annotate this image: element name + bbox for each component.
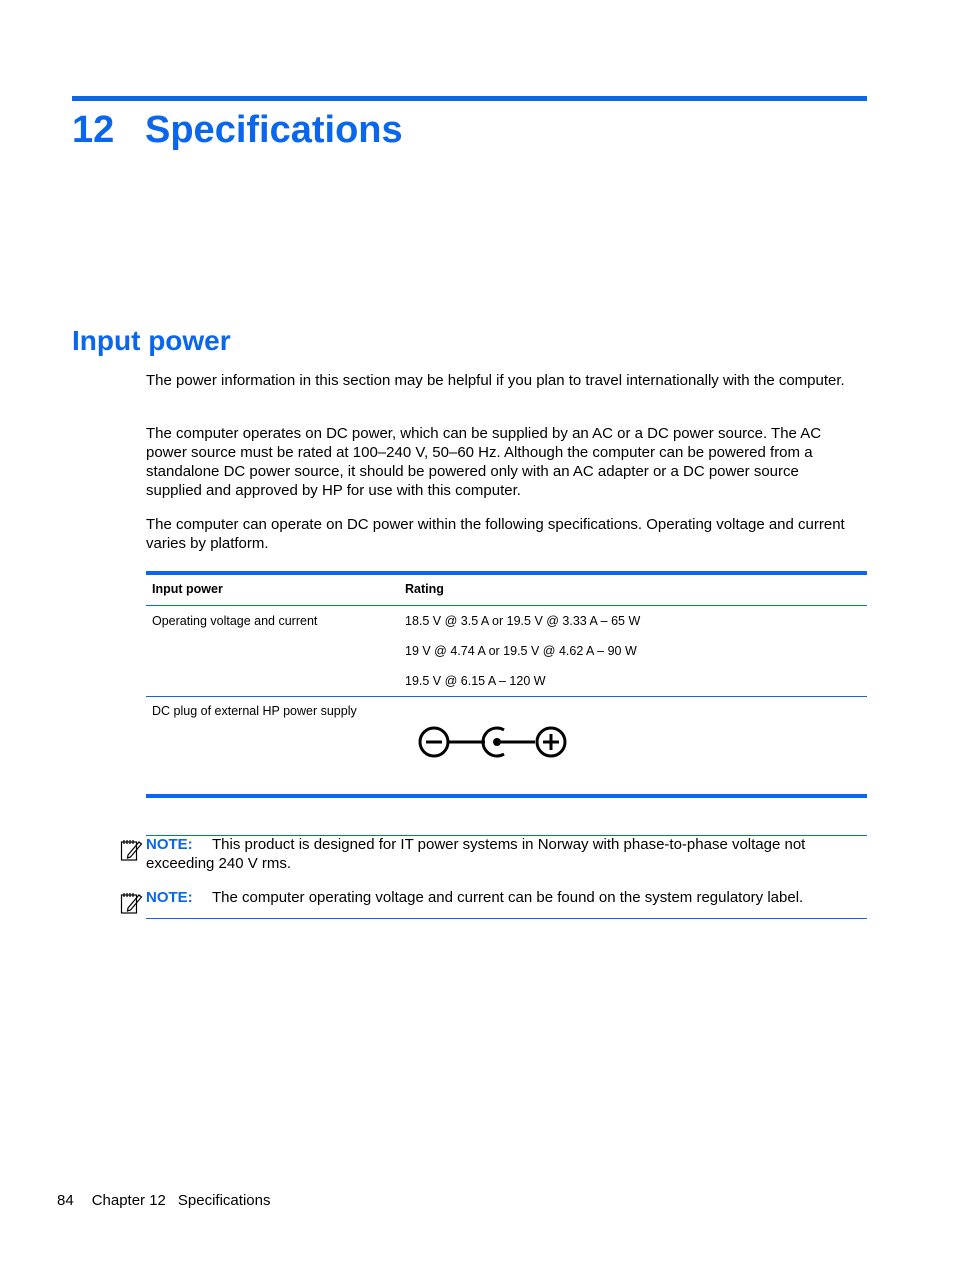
table-bottom-rule [146,794,867,798]
note-regulatory-label [146,888,858,907]
note-text: This product is designed for IT power systems in Norway with phase-to-phase voltage not exceeding 240 V rms. [146,836,806,872]
page-footer [57,1192,288,1209]
footer-chapter: Chapter 12 [91,1192,166,1209]
table-header-rating: Rating [405,582,444,596]
note-norway [146,835,858,873]
note-bottom-rule [146,918,867,919]
chapter-number: 12 [72,109,115,151]
table-row [146,697,867,794]
note-label: NOTE: [146,889,193,906]
table-header-row [146,575,867,606]
note-text: The computer operating voltage and current can be found on the system regulatory label. [212,889,804,906]
table-header-input-power: Input power [152,582,223,596]
table-row [146,606,867,697]
chapter-heading [72,106,403,154]
paragraph-specifications: The computer can operate on DC power within the following specifications. Operating voltage and current varies by platform. [146,516,845,552]
note-pad-icon [119,891,143,915]
rating-120w: 19.5 V @ 6.15 A – 120 W [405,674,546,688]
row-label-operating-voltage: Operating voltage and current [152,614,318,628]
row-label-dc-plug: DC plug of external HP power supply [152,704,357,718]
paragraph-dc-power: The computer operates on DC power, which can be supplied by an AC or a DC power source. The AC power source must be rated at 100–240 V, 50–60 Hz. Although the computer can be powered from a standalone DC power source, it should be powered only with an AC adapter or a DC power source supplied and approved by HP for use with this computer. [146,425,822,499]
rating-65w: 18.5 V @ 3.5 A or 19.5 V @ 3.33 A – 65 W [405,614,641,628]
footer-title: Specifications [177,1192,271,1209]
paragraph-intro: The power information in this section may be helpful if you plan to travel internationally with the computer. [146,372,845,389]
note-label: NOTE: [146,836,193,853]
spec-table [146,571,867,798]
section-heading: Input power [72,325,231,356]
page-number: 84 [57,1192,74,1209]
rating-90w: 19 V @ 4.74 A or 19.5 V @ 4.62 A – 90 W [405,644,637,658]
chapter-rule [72,96,867,101]
dc-plug-polarity-icon [417,725,571,759]
note-pad-icon [119,838,143,862]
chapter-title: Specifications [145,109,403,151]
